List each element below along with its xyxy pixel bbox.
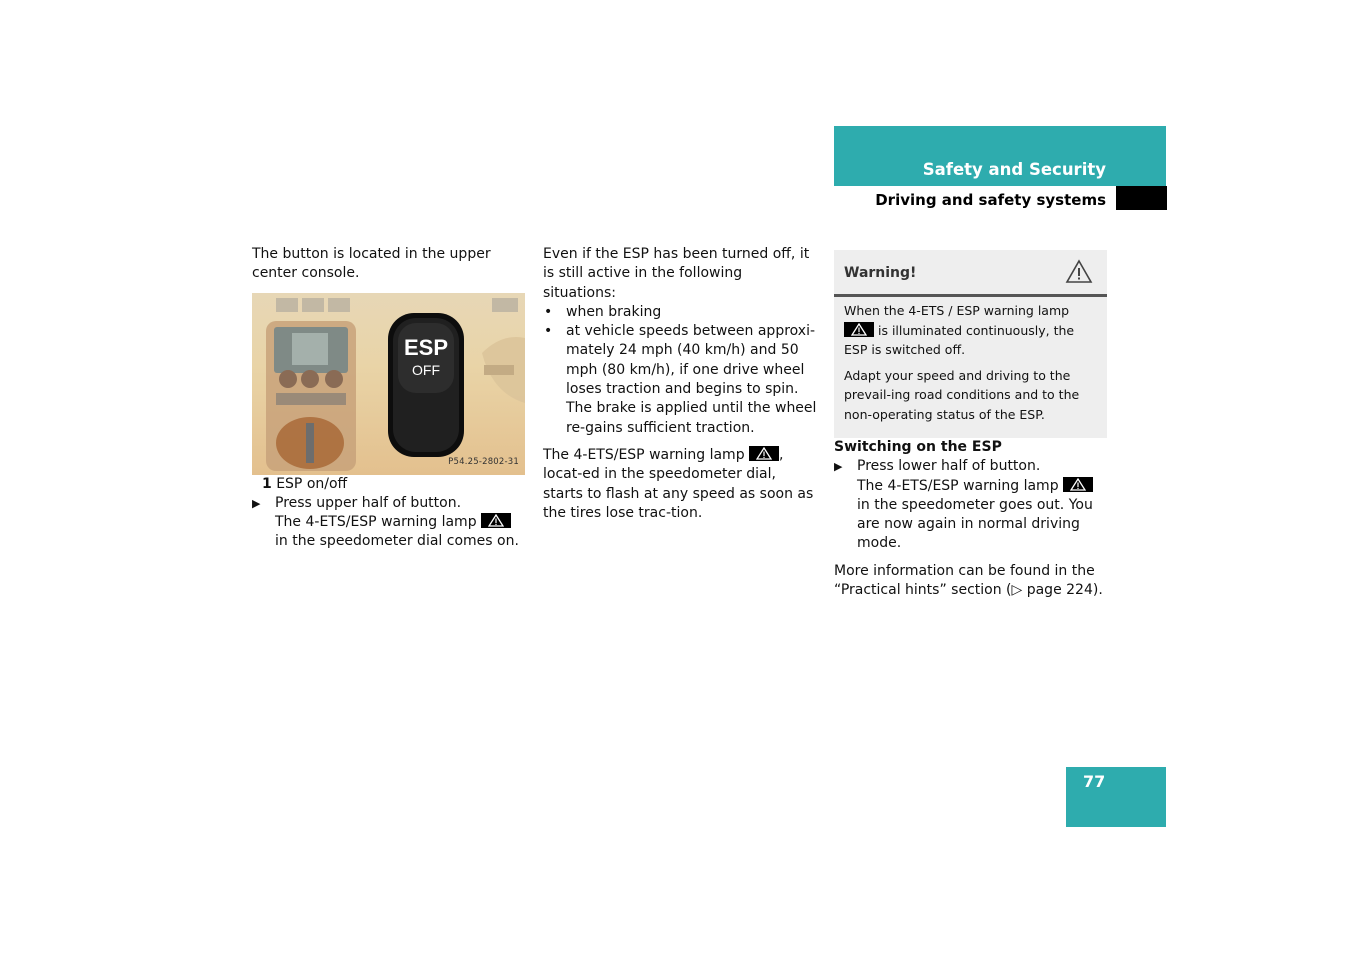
photo-caption <box>252 475 527 494</box>
warning-box <box>834 250 1107 438</box>
lamp-flash-paragraph <box>543 446 818 523</box>
result-text-before: The 4-ETS/ESP warning lamp <box>275 514 477 531</box>
console-photo-illustration <box>252 293 525 475</box>
warning-paragraph-1 <box>844 301 1097 360</box>
image-code: P54.25-2802-31 <box>448 457 519 468</box>
result-text-before: The 4-ETS/ESP warning lamp <box>857 477 1059 494</box>
bullet-text: at vehicle speeds between approxi-mately 24 mph (40 km/h) and 50 mph (80 km/h), if one drive wheel loses traction and begins to spin. <box>566 323 816 398</box>
page-number: 77 <box>1083 772 1106 791</box>
result-text-after: in the speedometer goes out. You are now again in normal driving mode. <box>857 496 1093 552</box>
arrow-right-icon: ▶ <box>252 496 261 510</box>
esp-button-label: ESP <box>403 334 449 360</box>
paragraph-text-before: The 4-ETS/ESP warning lamp <box>543 446 745 463</box>
warning-text-after: is illuminated continuously, the ESP is switched off. <box>844 322 1075 357</box>
result-text <box>252 513 527 552</box>
section-title: Safety and Security <box>922 160 1106 179</box>
bullet-text: when braking <box>566 303 662 320</box>
warning-paragraph-2: Adapt your speed and driving to the prevail-ing road conditions and to the non-operating status of the ESP. <box>844 367 1080 422</box>
switching-on-heading: Switching on the ESP <box>834 439 1002 455</box>
warning-header <box>834 250 1107 297</box>
esp-off-label: OFF <box>412 361 440 378</box>
bullet-icon: • <box>544 303 553 320</box>
warning-lamp-icon <box>749 446 779 461</box>
action-text: Press lower half of button. <box>857 458 1041 475</box>
brake-note: The brake is applied until the wheel re-gains sufficient traction. <box>566 400 817 436</box>
esp-active-intro: Even if the ESP has been turned off, it is still active in the following situations: <box>543 246 810 301</box>
action-step-lower <box>834 457 1107 476</box>
intro-paragraph: The button is located in the upper center console. <box>252 246 491 282</box>
warning-lamp-icon <box>481 513 511 528</box>
bullet-braking <box>543 303 818 322</box>
bullet-icon: • <box>544 323 553 340</box>
result-text-after: in the speedometer dial comes on. <box>275 533 519 550</box>
column-middle <box>543 245 818 523</box>
page-number-box <box>1066 767 1166 827</box>
chapter-tab-marker <box>1116 186 1167 210</box>
bullet-speed <box>543 322 818 399</box>
paragraph-text-after: , locat-ed in the speedometer dial, starts to flash at any speed as soon as the tires lose trac-tion. <box>543 446 814 521</box>
arrow-right-icon: ▶ <box>834 460 843 474</box>
warning-lamp-icon <box>844 322 874 337</box>
more-info-link-paragraph: More information can be found in the “Practical hints” section (▷ page 224). <box>834 562 1103 599</box>
action-text: Press upper half of button. <box>275 494 462 511</box>
column-right <box>834 250 1107 600</box>
caption-number: 1 <box>262 475 272 492</box>
console-photo <box>252 293 525 475</box>
caption-text: ESP on/off <box>276 475 348 492</box>
warning-text-before: When the 4-ETS / ESP warning lamp <box>844 303 1070 318</box>
warning-label: Warning! <box>844 265 917 281</box>
subsection-title: Driving and safety systems <box>875 191 1106 209</box>
warning-triangle-icon <box>1065 259 1093 284</box>
warning-lamp-icon <box>1063 477 1093 492</box>
result-text <box>834 477 1107 554</box>
warning-body <box>834 297 1107 438</box>
column-left <box>252 245 527 552</box>
action-step-upper <box>252 494 527 513</box>
